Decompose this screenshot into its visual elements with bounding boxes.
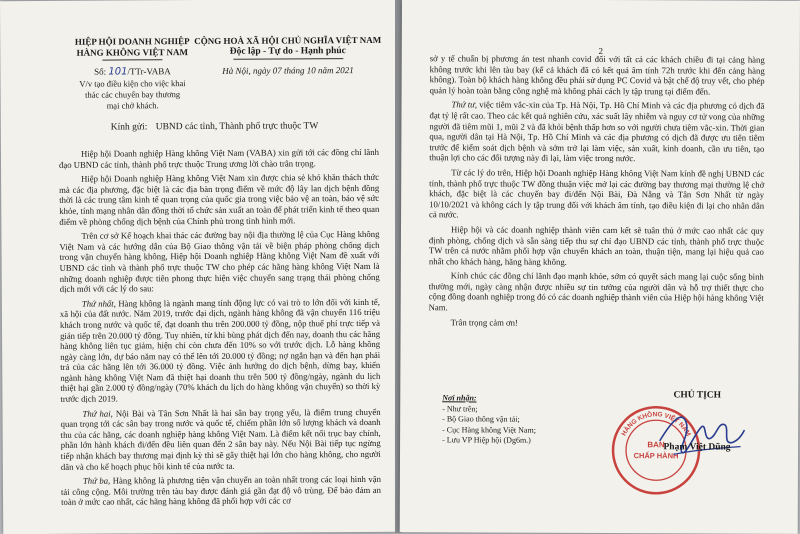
stamp-center-2: CHẤP HÀNH	[633, 451, 679, 461]
stamp-ring-text: HÀNG KHÔNG VIỆT NAM	[620, 411, 692, 438]
signer-title: CHỦ TỊCH	[673, 390, 722, 401]
subject-line-1: V/v tạo điều kiện cho việc khai	[79, 78, 186, 89]
sender-header	[58, 36, 206, 111]
page-number: 2	[598, 45, 604, 57]
distribution-item: - Cục Hàng không Việt Nam;	[442, 424, 536, 435]
paragraph: Thứ ba, Hàng không là phương tiện vận chuyển an toàn nhất trong các loại hình vận tải công cộng. Môi trường trên tàu bay được đánh giá gần đạt độ vô trùng. Để bảo đảm an toàn ở mức cao nhất, các hãng hàng không đã phối hợp với các cơ	[60, 474, 382, 508]
stamp-center-1: BAN	[647, 440, 665, 450]
paragraph: Từ các lý do trên, Hiệp hội Doanh nghiệp Hàng không Việt Nam kính đề nghị UBND các tỉnh, thành phố trực thuộc TW đồng thuận việc mở lại các đường bay thương mại thường lệ chở khách, đặc biệt là các chuyến bay đi/đến Nội Bài, Đà Nẵng và Tân Sơn Nhất từ ngày 10/10/2021 và không cách ly tập trung đối với khách âm tính, tạo điều kiện đi lại cho nhân dân cả nước.	[429, 167, 765, 220]
letter-body-page-2	[429, 53, 765, 333]
org-name-line2: HÀNG KHÔNG VIỆT NAM	[76, 47, 189, 58]
letter-date: Hà Nội, ngày 07 tháng 10 năm 2021	[222, 65, 354, 76]
paragraph: Trên cơ sở Kế hoạch khai thác các đường bay nội địa thường lệ của Cục Hàng không Việt Nam và các hướng dẫn của Bộ Giao thông vận tải về biện pháp phòng chống dịch trong vận chuyển hàng không, Hiệp hội Doanh nghiệp Hàng không Việt Nam đề xuất với UBND các tỉnh và thành phố trực thuộc TW cho phép các hãng hàng không Việt Nam là những doanh nghiệp được tiên phong thực hiện việc chuyển sang trạng thái phòng chống dịch mới với các lý do sau:	[59, 229, 380, 294]
header-underline	[102, 59, 162, 60]
paragraph: Kính chúc các đồng chí lãnh đạo mạnh khỏe, sớm có quyết sách mang lại cuộc sống bình thường mới, ngày càng nhận được nhiều sự tin tưởng của người dân và hỗ trợ thiết thực cho cộng đồng doanh nghiệp trong đó có các doanh nghiệp thành viên của Hiệp hội hàng không Việt Nam.	[428, 270, 764, 313]
distribution-item: - Bộ Giao thông vận tải;	[442, 414, 520, 424]
paragraph: Thứ hai, Nội Bài và Tân Sơn Nhất là hai sân bay trọng yếu, là điểm trung chuyển quan trọng tới các sân bay trong nước và quốc tế, chiếm phần lớn số lượng khách và doanh thu của các hãng, các doanh nghiệp hàng không Việt Nam. Là điểm kết nối trục bay chính, phần lớn hành khách đi/đến đều liên quan đến 2 sân bay này. Nếu Nội Bài tiếp tục ngừng tiếp nhận khách bay thương mại định kỳ thì sẽ gây thiệt hại lớn cho hàng không, cho người dân và cho kế hoạch phục hồi kinh tế của nước ta.	[60, 406, 381, 472]
national-header	[190, 35, 385, 77]
recipient-line	[111, 121, 319, 132]
letter-page-2	[400, 0, 800, 534]
document-number	[58, 66, 206, 78]
subject-line-3: mại chở khách.	[106, 100, 159, 111]
paragraph: Hiệp hội Doanh nghiệp Hàng không Việt Nam xin được chia sẻ khó khăn thách thức mà các địa phương, đặc biệt là các địa bàn trọng điểm về mức độ lây lan dịch bệnh đồng thời là các trung tâm kinh tế quan trọng của quốc gia trong việc bảo vệ an toàn, bảo vệ sức khỏe, tính mạng nhân dân đồng thời tổ chức sản xuất an toàn để phát triển kinh tế theo quan điểm về phòng chống dịch bệnh của Chính phủ trong tình hình mới.	[59, 172, 380, 227]
paragraph: Thứ tư, việc tiêm vắc-xin của Tp. Hà Nội, Tp. Hồ Chí Minh và các địa phương có dịch đã đạt tỷ lệ rất cao. Theo các kết quả nghiên cứu, xác suất lây nhiễm và nguy cơ tử vong của những người đã tiêm mũi 1, mũi 2 và đã khỏi bệnh thấp hơn so với người chưa tiêm vắc-xin. Thời gian qua, người dân tại Hà Nội, Tp. Hồ Chí Minh và các địa phương có dịch đã được ưu tiên tiêm trước để kiểm soát dịch bệnh và sớm trở lại làm việc, sản xuất, kinh doanh, cần ưu tiên, tạo thuận lợi cho các đối tượng này đi lại, làm việc trong nước.	[429, 99, 765, 164]
signer-name: Phạm Việt Dũng	[663, 442, 731, 453]
signature-block	[632, 390, 762, 453]
closing-thanks: Trân trọng cảm ơn!	[450, 317, 518, 328]
org-name-line1: HIỆP HỘI DOANH NGHIỆP	[74, 36, 190, 47]
letter-body-page-1	[59, 147, 381, 512]
distribution-list	[442, 393, 536, 446]
recipient-label: Kính gửi:	[110, 122, 148, 133]
subject-line-2: thác các chuyến bay thương	[85, 89, 181, 100]
doc-no-suffix: /TTr-VABA	[127, 66, 171, 77]
motto-underline	[233, 58, 343, 60]
recipient-name: UBND các tỉnh, Thành phố trực thuộc TW	[155, 121, 319, 133]
doc-no-handwritten: 101	[108, 66, 128, 78]
paragraph: Hiệp hội Doanh nghiệp Hàng không Việt Nam (VABA) xin gửi tới các đồng chí lãnh đạo UBND các tỉnh, thành phố trực thuộc Trung ương lời chào trân trọng.	[58, 146, 379, 170]
nation-name: CỘNG HOÀ XÃ HỘI CHỦ NGHĨA VIỆT NAM	[194, 34, 382, 47]
doc-no-prefix: Số:	[94, 66, 107, 77]
paragraph: Thứ nhất, Hàng không là ngành mang tính động lực có vai trò to lớn đối với kinh tế, xã hội của đất nước. Năm 2019, trước đại dịch, ngành hàng không đã vận chuyển 116 triệu khách trong nước và quốc tế, đạt doanh thu trên 200.000 tỷ đồng, nộp thuế phí trực tiếp và gián tiếp trên 20.000 tỷ đồng. Tuy nhiên, từ khi bùng phát dịch đến nay, doanh thu các hãng hàng không liên tục giảm, hiện chỉ còn chưa đến 10% so với trước dịch. Lỗ hàng không ngày càng lớn, dự báo năm nay có thể lên tới 20.000 tỷ đồng; nợ ngắn hạn và đến hạn phải trả của các hãng lên tới 36.000 tỷ đồng. Việc ảnh hưởng do dịch bệnh, dừng bay, khiến ngành hàng không Việt Nam đã thiệt hại doanh thu trên 500 tỷ đồng/ngày, ngành du lịch thiệt hại gần 2.000 tỷ đồng/ngày (70% khách du lịch do hàng không vận chuyển) so thời kỳ trước dịch 2019.	[59, 296, 381, 404]
paragraph: sở y tế chuẩn bị phương án test nhanh covid đối với tất cả các khách chiều đi tại cảng hàng không trước khi lên tàu bay (kể cả khách đã có kết quả âm tính 72h trước khi đến cảng hàng không). Toàn bộ khách hàng không đều phải sử dụng PC Covid và bật chế độ truy vết, cho phép quản lý hoàn toàn bằng công nghệ mà không phải cách ly tập trung tại điểm đến.	[429, 53, 765, 97]
distribution-item: - Lưu VP Hiệp hội (Dg6m.)	[442, 435, 531, 445]
distribution-item: - Như trên;	[442, 403, 478, 413]
letter-page-1	[0, 0, 398, 534]
national-motto: Độc lập - Tự do - Hạnh phúc	[229, 46, 346, 57]
distribution-label: Nơi nhận:	[442, 393, 477, 403]
paragraph: Hiệp hội và các doanh nghiệp thành viên cam kết sẽ tuân thủ ở mức cao nhất các quy định phòng, chống dịch và sẵn sàng tiếp thu sự chỉ đạo UBND các tỉnh, thành phố trực thuộc TW trên cả nước nhằm phối hợp vận chuyển khách an toàn, thuận tiện, mang lại hiệu quả cao nhất cho khách hàng, hãng hàng không.	[428, 224, 765, 267]
